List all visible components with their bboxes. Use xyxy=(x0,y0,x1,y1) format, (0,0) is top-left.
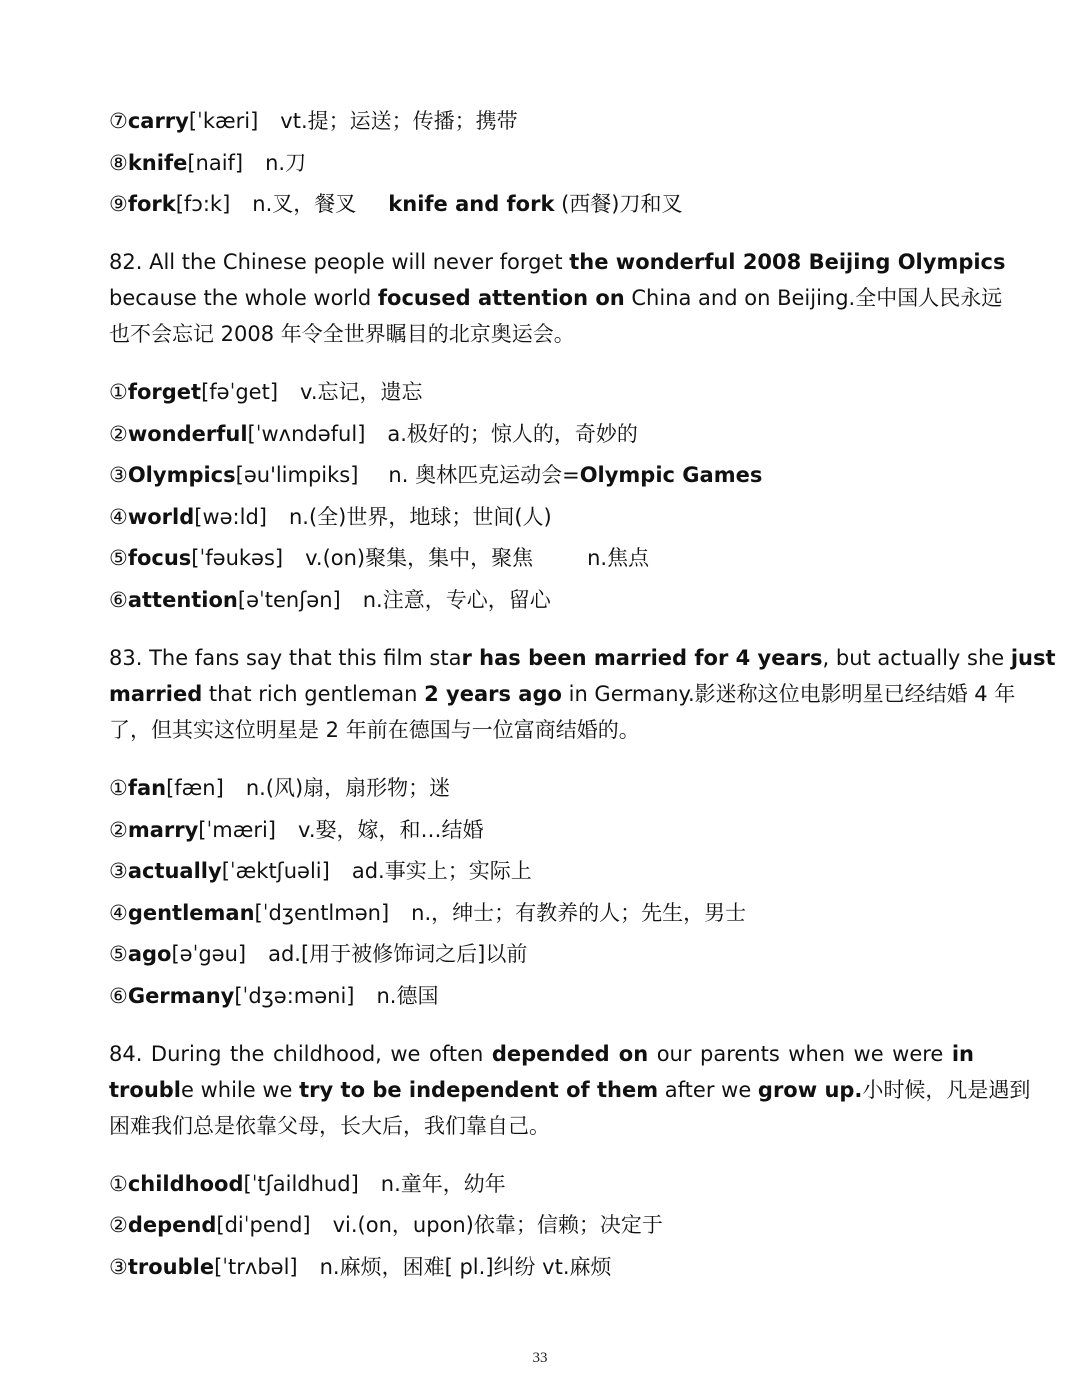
vocab-item: ①forget[fəˈget] v.忘记，遗忘 xyxy=(109,380,423,404)
vocab-item: ⑨fork[fɔ:k] n.叉，餐叉 knife and fork (西餐)刀和叉 xyxy=(109,192,683,216)
vocab-item: ③actually[ˈæktʃuəli] ad.事实上；实际上 xyxy=(109,859,532,883)
vocab-item: ③trouble[ˈtrʌbəl] n.麻烦，困难[ pl.]纠纷 vt.麻烦 xyxy=(109,1255,612,1279)
sentence-82: 82. All the Chinese people will never forget the wonderful 2008 Beijing Olympics because the whole world focused attention on China and on Beijing.全中国人民永远 也不会忘记 2008 年令全世界瞩目的北京奥运会。 xyxy=(109,250,1006,346)
vocab-item: ④world[wə:ld] n.(全)世界，地球；世间(人) xyxy=(109,505,552,529)
vocab-item: ⑧knife[naif] n.刀 xyxy=(109,151,307,175)
vocab-item: ⑦carry[ˈkæri] vt.提；运送；传播；携带 xyxy=(109,109,518,133)
vocab-item: ③Olympics[əu'limpiks] n. 奥林匹克运动会=Olympic Games xyxy=(109,463,763,487)
vocab-item: ⑥attention[əˈtenʃən] n.注意，专心，留心 xyxy=(109,588,551,612)
vocab-item: ①fan[fæn] n.(风)扇，扇形物；迷 xyxy=(109,776,451,800)
vocab-item: ④gentleman[ˈdʒentlmən] n.，绅士；有教养的人；先生，男士 xyxy=(109,901,747,925)
vocab-item: ②depend[diˈpend] vi.(on，upon)依靠；信赖；决定于 xyxy=(109,1213,663,1237)
vocab-item: ⑥Germany[ˈdʒə:məni] n.德国 xyxy=(109,984,439,1008)
sentence-83: 83. The fans say that this film star has been married for 4 years, but actually she just married that rich gentleman 2 years ago in Germany.影迷称这位电影明星已经结婚 4 年 了，但其实这位明星是 2 年前在德国与一位富商结婚的。 xyxy=(109,646,1056,742)
vocab-item: ⑤focus[ˈfəukəs] v.(on)聚集，集中，聚焦 n.焦点 xyxy=(109,546,650,570)
vocab-item: ①childhood[ˈtʃaildhud] n.童年，幼年 xyxy=(109,1172,506,1196)
vocab-item: ⑤ago[əˈgəu] ad.[用于被修饰词之后]以前 xyxy=(109,942,528,966)
vocab-item: ②wonderful[ˈwʌndəful] a.极好的；惊人的，奇妙的 xyxy=(109,422,638,446)
page-number: 33 xyxy=(532,1350,548,1366)
vocab-item: ②marry[ˈmæri] v.娶，嫁，和…结婚 xyxy=(109,818,484,842)
sentence-84: 84. During the childhood, we often depended on our parents when we were in trouble while we try to be independent of them after we grow up.小时候，凡是遇到 困难我们总是依靠父母，长大后，我们靠自己。 xyxy=(109,1042,1031,1138)
